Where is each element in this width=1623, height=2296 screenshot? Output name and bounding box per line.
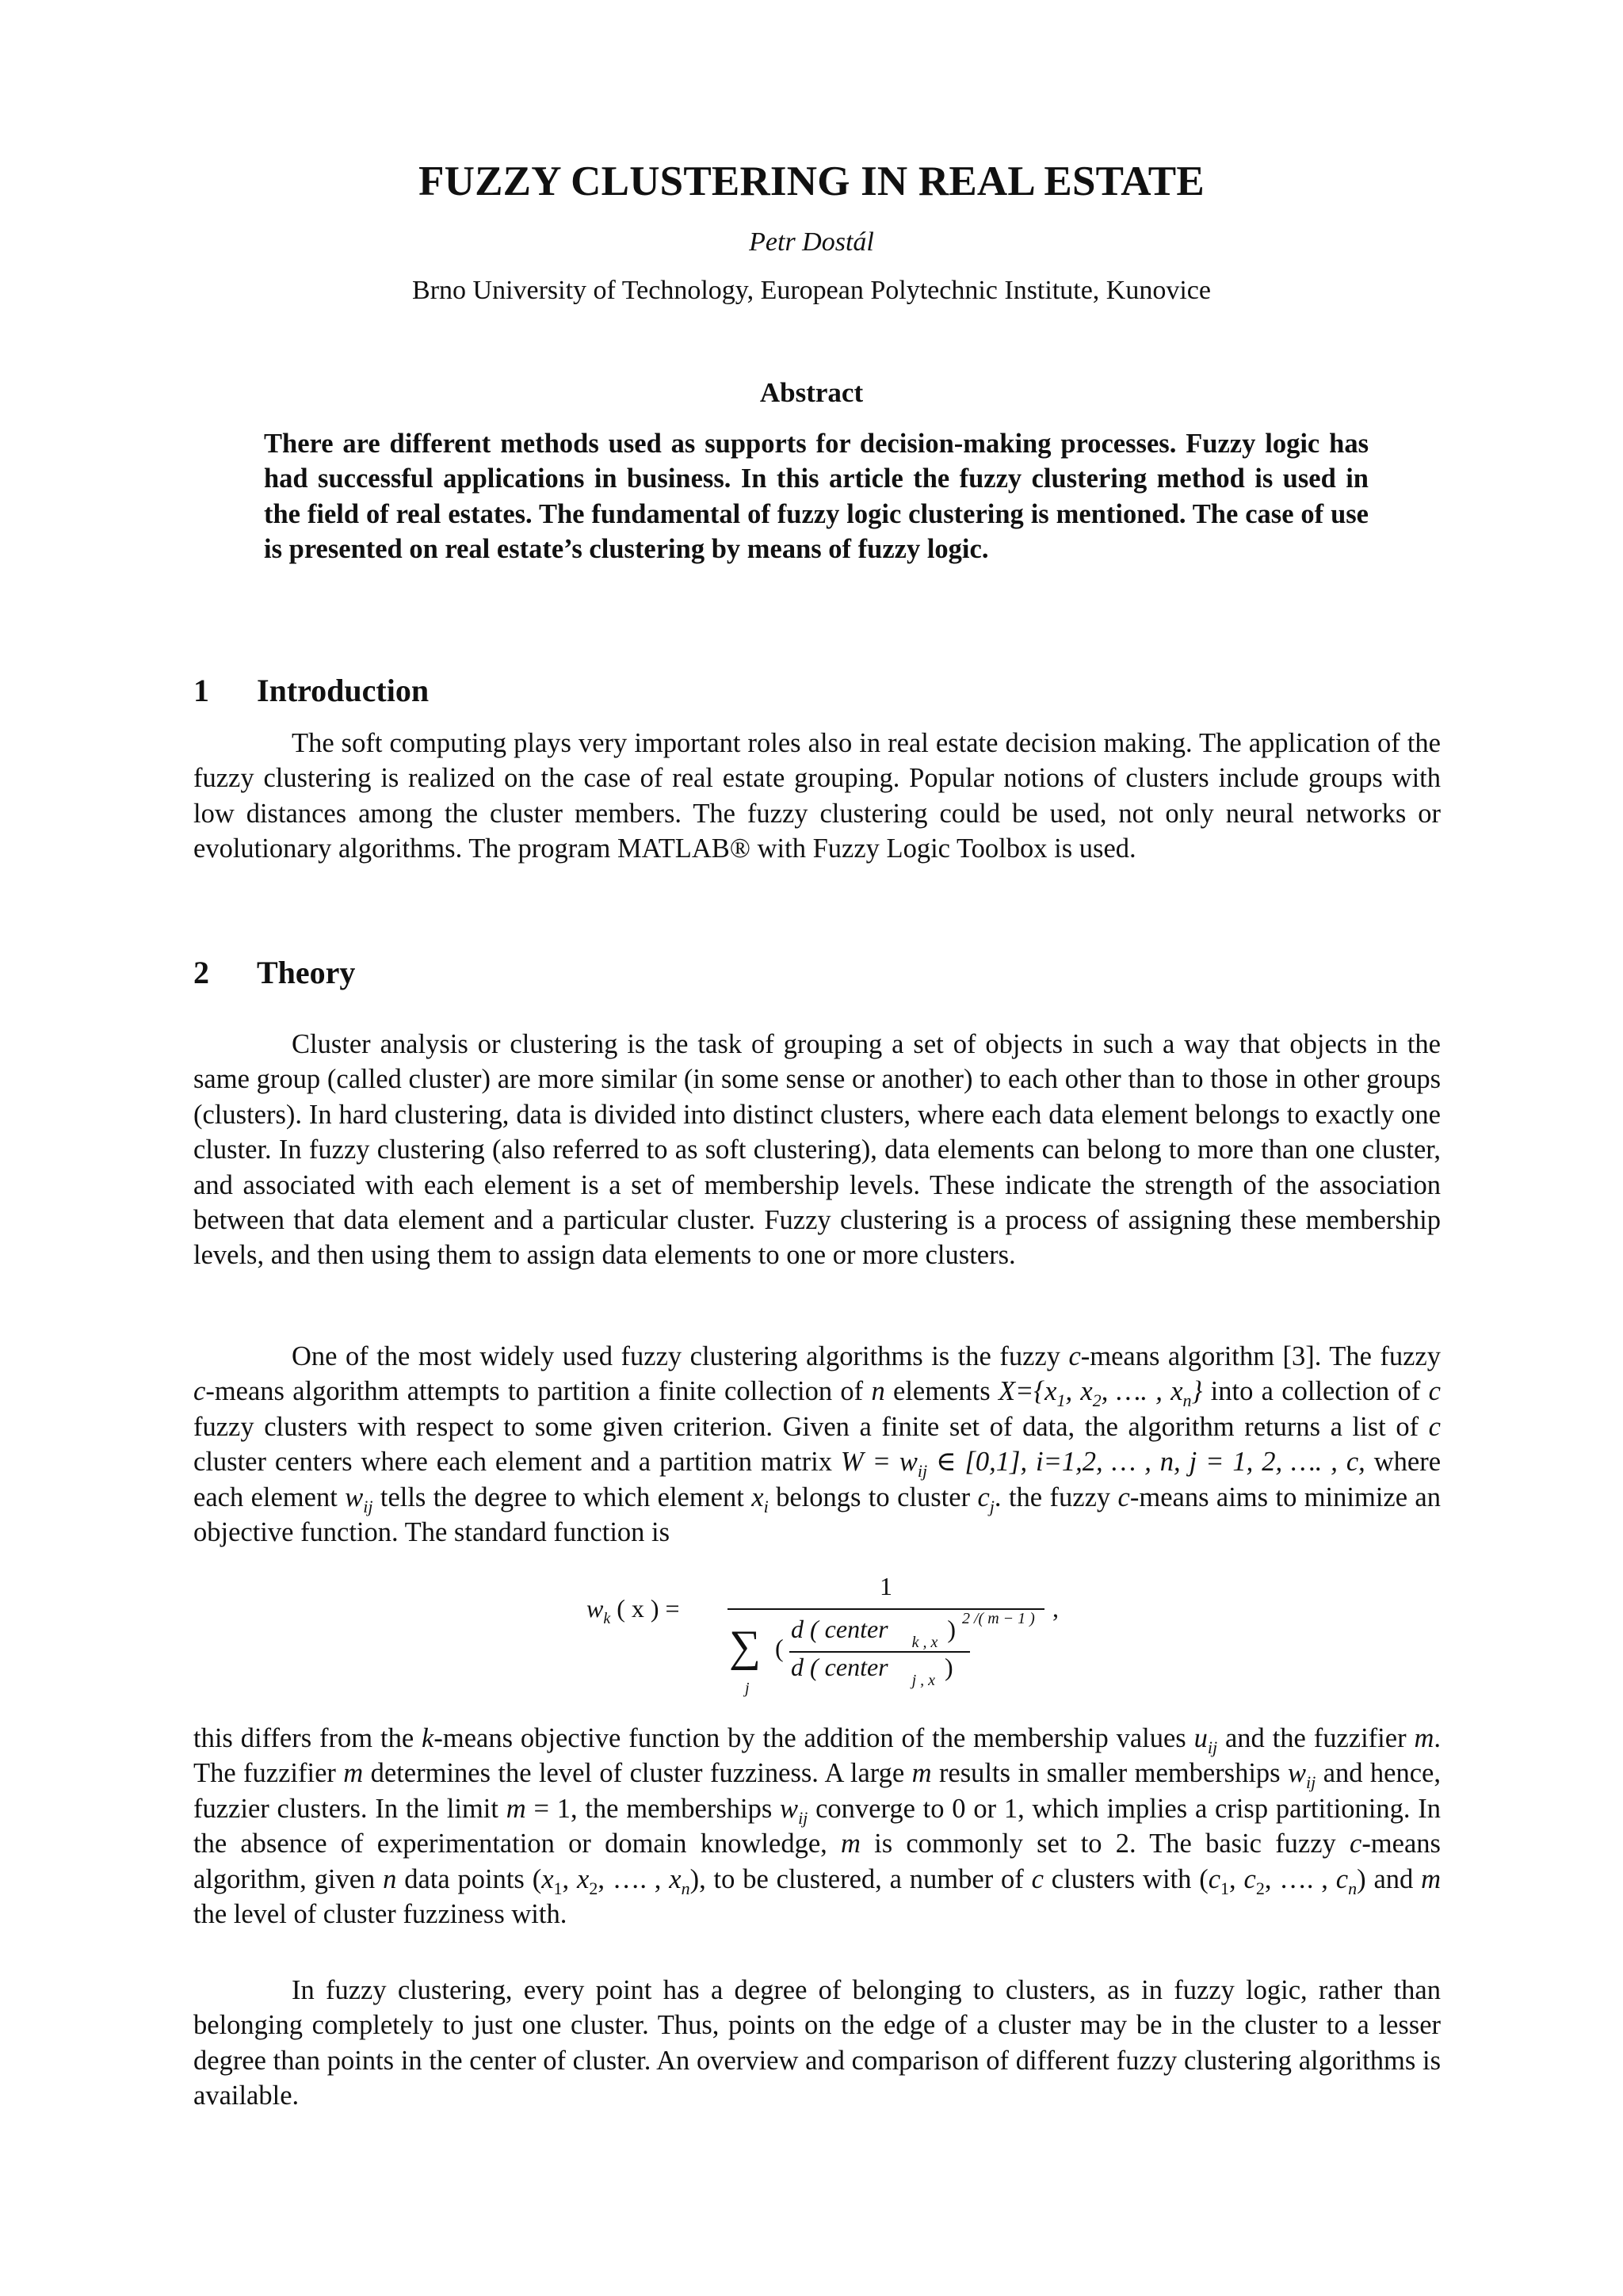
author-name: Petr Dostál	[749, 227, 874, 257]
membership-formula	[586, 1572, 1078, 1703]
summation-index: j	[745, 1680, 750, 1697]
theory-paragraph-2: One of the most widely used fuzzy clustering algorithms is the fuzzy c-means algorithm [3]. The fuzzy c-means algorithm attempts to partition a finite collection of n elements $X=\{x_1$, $x_2$, …. , $x_n$} into a collection of c fuzzy clusters with respect to some given criterion. Given a finite set of data, the algorithm returns a list of c cluster centers where each element and a partition matrix $W = w_{ij}$ ∈ [0,1], i=1,2, … , n, j = 1, 2, …. , c, where each element $w_{ij}$ tells the degree to which element $x_i$ belongs to cluster $c_j$. the fuzzy c-means aims to minimize an objective function. The standard function is	[193, 1341, 1442, 1548]
section-heading-theory	[193, 952, 355, 994]
formula-comma: ,	[1052, 1594, 1059, 1623]
inner-numerator: d ( center $_{k , x}$ )	[791, 1615, 957, 1651]
inner-denominator: d ( center $_{j , x}$ )	[791, 1653, 953, 1689]
affiliation: Brno University of Technology, European Polytechnic Institute, Kunovice	[412, 276, 1211, 305]
section-title: Theory	[257, 955, 356, 990]
formula-lhs: $w_k$ ( x ) =	[586, 1594, 680, 1627]
paren-open: (	[775, 1634, 784, 1662]
theory-paragraph-3: this differs from the k-means objective function by the addition of the membership values $u_{ij}$ and the fuzzifier m. The fuzzifier m determines the level of cluster fuzziness. A large m results in smaller memberships $w_{ij}$ and hence, fuzzier clusters. In the limit m = 1, the memberships $w_{ij}$ converge to 0 or 1, which implies a crisp partitioning. In the absence of experimentation or domain knowledge, m is commonly set to 2. The basic fuzzy c-means algorithm, given n data points ($x_1$, $x_2$, …. , $x_n$), to be clustered, a number of c clusters with ($c_1$, $c_2$, …. , $c_n$) and m the level of cluster fuzziness with.	[193, 1723, 1442, 1930]
formula-exponent: 2 /( m − 1 )	[962, 1610, 1035, 1627]
theory-paragraph-4: In fuzzy clustering, every point has a degree of belonging to clusters, as in fuzzy logic, rather than belonging completely to just one cluster. Thus, points on the edge of a cluster may be in the cluster to a lesser degree than points in the center of cluster. An overview and comparison of different fuzzy clustering algorithms is available.	[193, 1975, 1441, 2111]
section-number: 1	[193, 673, 209, 708]
theory-paragraph-1: Cluster analysis or clustering is the task of grouping a set of objects in such a way that objects in the same group (called cluster) are more similar (in some sense or another) to each other than to those in other groups (clusters). In hard clustering, data is divided into distinct clusters, where each data element belongs to exactly one cluster. In fuzzy clustering (also referred to as soft clustering), data elements can belong to more than one cluster, and associated with each element is a set of membership levels. These indicate the strength of the association between that data element and a particular cluster. Fuzzy clustering is a process of assigning these membership levels, and then using them to assign data elements to one or more clusters.	[193, 1029, 1441, 1271]
formula-numerator: 1	[880, 1572, 892, 1600]
intro-paragraph: The soft computing plays very important roles also in real estate decision making. The application of the fuzzy clustering is realized on the case of real estate grouping. Popular notions of clusters include groups with low distances among the cluster members. The fuzzy clustering could be used, not only neural networks or evolutionary algorithms. The program MATLAB® with Fuzzy Logic Toolbox is used.	[193, 728, 1441, 864]
section-title: Introduction	[257, 673, 430, 708]
section-heading-introduction	[193, 670, 429, 711]
paper-title: FUZZY CLUSTERING IN REAL ESTATE	[418, 158, 1205, 204]
abstract-text: There are different methods used as supports for decision-making processes. Fuzzy logic has had successful applications in business. In this article the fuzzy clustering method is used in the field of real estates. The fundamental of fuzzy logic clustering is mentioned. The case of use is presented on real estate’s clustering by means of fuzzy logic.	[264, 429, 1369, 565]
section-number: 2	[193, 955, 209, 990]
abstract-heading: Abstract	[759, 377, 864, 408]
summation-symbol: ∑	[729, 1622, 761, 1671]
